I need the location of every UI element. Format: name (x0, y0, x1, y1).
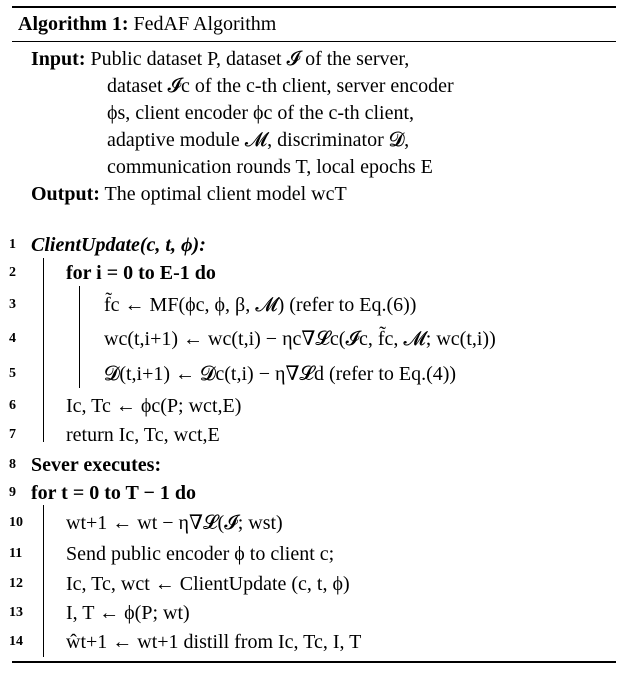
line-number-3: 3 (9, 297, 16, 312)
bottom-rule (12, 661, 616, 663)
output-text: The optimal client model wcT (104, 183, 347, 205)
step-5-discriminator-update: 𝓓(t,i+1) ← 𝓓c(t,i) − η∇𝓛d (refer to Eq.(4)) (104, 363, 457, 385)
line-number-7: 7 (9, 427, 16, 442)
step-8-server-executes: Sever executes: (31, 454, 162, 476)
line-number-6: 6 (9, 398, 16, 413)
line-number-10: 10 (9, 515, 23, 530)
client-update-scope-bar (43, 258, 44, 442)
title-rule (12, 41, 616, 42)
step-1-client-update: ClientUpdate(c, t, ϕ): (31, 234, 206, 256)
server-loop-scope-bar (43, 505, 44, 657)
input-text-1: Public dataset P, dataset 𝓘 of the server, (90, 48, 410, 70)
step-10-server-update: wt+1 ← wt − η∇𝓛(𝓘; wst) (66, 512, 283, 534)
step-12-call-client-update: Ic, Tc, wct ← ClientUpdate (c, t, ϕ) (66, 573, 350, 595)
step-11-send-encoder: Send public encoder ϕ to client c; (66, 543, 335, 565)
input-line-2: dataset 𝓘c of the c-th client, server encoder (107, 75, 454, 97)
top-rule (12, 6, 616, 8)
input-line-1 (31, 46, 409, 72)
algorithm-title (18, 10, 276, 38)
step-7-return: return Ic, Tc, wct,E (66, 424, 220, 446)
output-line (31, 181, 347, 207)
line-number-9: 9 (9, 485, 16, 500)
line-number-13: 13 (9, 605, 23, 620)
step-3-feature-fusion: f̃c ← MF(ϕc, ϕ, β, 𝓜) (refer to Eq.(6)) (104, 294, 417, 316)
step-4-weight-update: wc(t,i+1) ← wc(t,i) − ηc∇𝓛c(𝓘c, f̃c, 𝓜; wc(t,i)) (104, 328, 496, 350)
step-6-encode: Ic, Tc ← ϕc(P; wct,E) (66, 395, 242, 417)
for-loop-scope-bar (79, 286, 80, 388)
input-line-4: adaptive module 𝓜, discriminator 𝓓, (107, 129, 410, 151)
input-line-3: ϕs, client encoder ϕc of the c-th client, (107, 102, 415, 124)
line-number-2: 2 (9, 265, 16, 280)
output-label: Output: (31, 183, 100, 205)
algorithm-label: Algorithm 1: (18, 13, 129, 35)
input-label: Input: (31, 48, 86, 70)
line-number-8: 8 (9, 457, 16, 472)
input-line-5: communication rounds T, local epochs E (107, 156, 433, 178)
line-number-4: 4 (9, 331, 16, 346)
line-number-5: 5 (9, 366, 16, 381)
step-2-for-loop: for i = 0 to E-1 do (66, 262, 216, 284)
step-14-distill: ŵt+1 ← wt+1 distill from Ic, Tc, I, T (66, 631, 362, 653)
line-number-12: 12 (9, 576, 23, 591)
line-number-14: 14 (9, 634, 23, 649)
line-number-1: 1 (9, 237, 16, 252)
line-number-11: 11 (9, 546, 23, 561)
step-13-server-encode: I, T ← ϕ(P; wt) (66, 602, 190, 624)
step-9-for-rounds: for t = 0 to T − 1 do (31, 482, 197, 504)
algorithm-name: FedAF Algorithm (133, 13, 277, 35)
